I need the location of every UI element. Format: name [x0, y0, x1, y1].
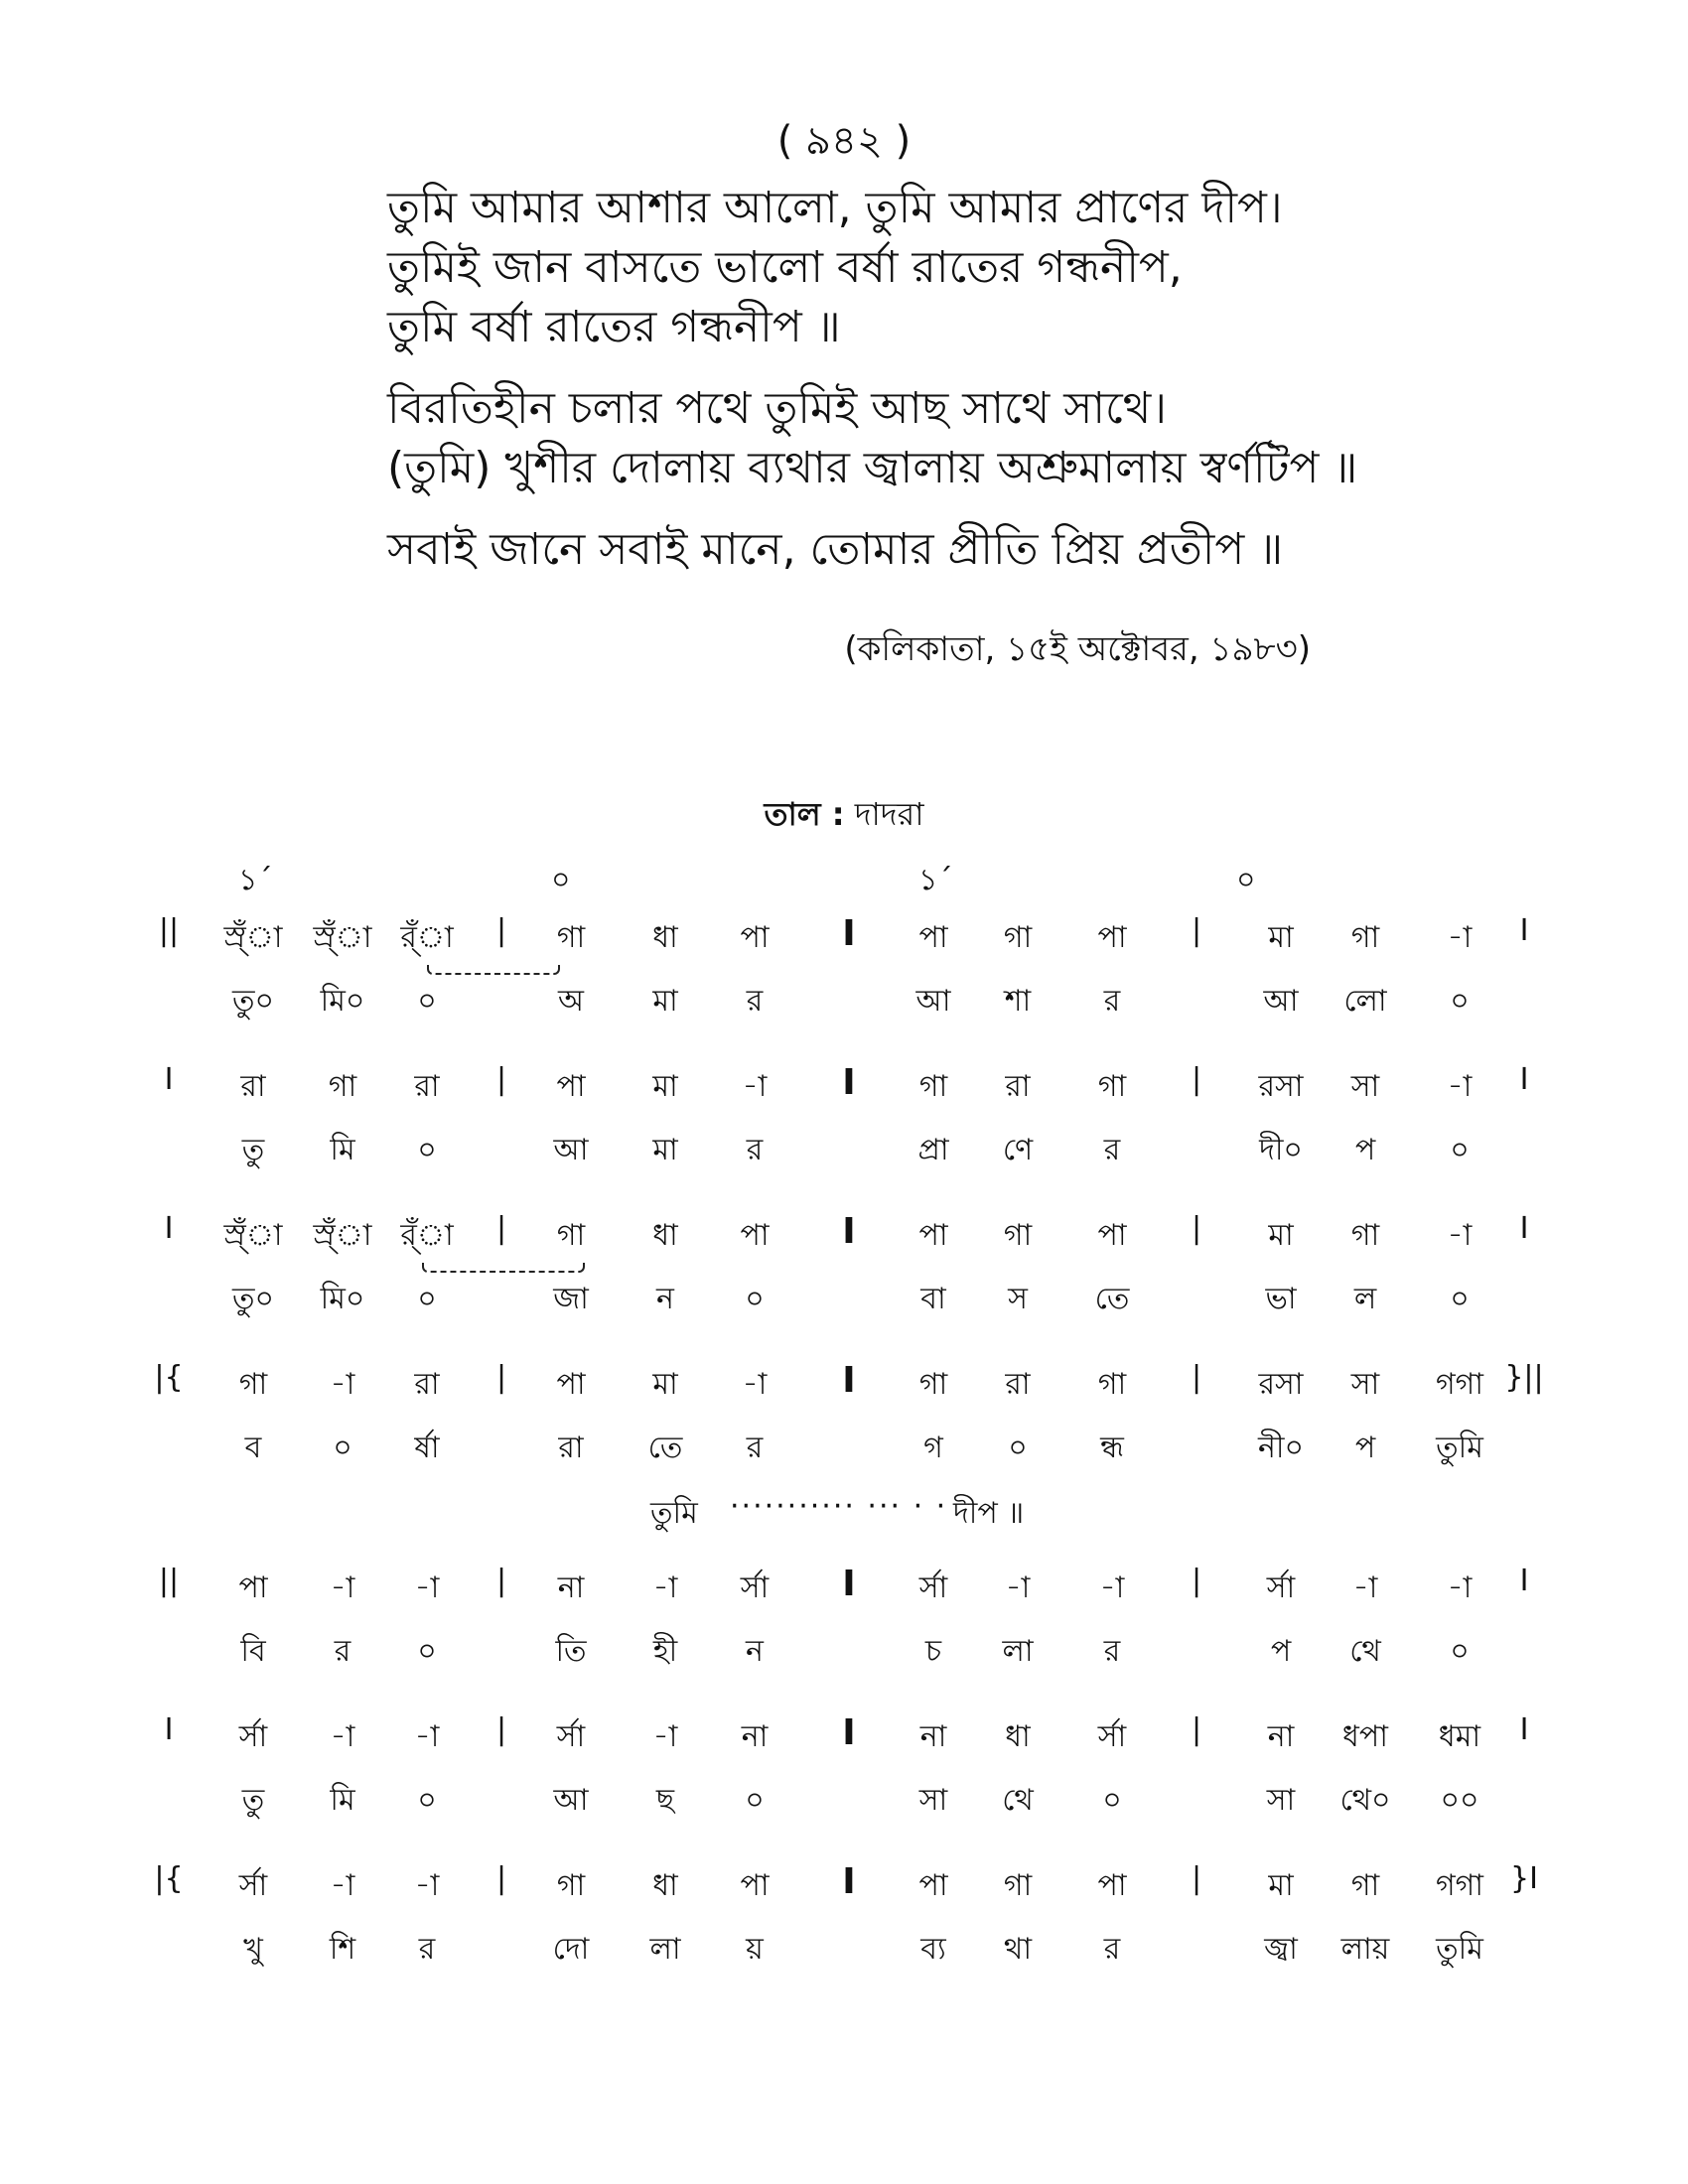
- swara-note: র্ঁা: [400, 920, 454, 955]
- syllable: র: [418, 1932, 436, 1967]
- syllable: তুমি: [1436, 1431, 1483, 1465]
- swara-note: -া: [1447, 920, 1473, 955]
- swara-note: গা: [556, 1868, 586, 1903]
- swara-note: স্র্ঁা: [223, 920, 283, 955]
- swara-note: গগা: [1435, 1868, 1484, 1903]
- bar-divider: I: [842, 1211, 856, 1252]
- swara-note: -া: [1352, 1570, 1378, 1605]
- swara-note: স্র্ঁা: [313, 920, 372, 955]
- bar-divider: |: [495, 1861, 507, 1896]
- swara-note: পা: [1097, 1868, 1127, 1903]
- swara-note: র্সা: [740, 1570, 770, 1605]
- swara-note: গা: [1097, 1367, 1127, 1402]
- notation-row: [0, 913, 1688, 1062]
- syllable: প্রা: [917, 1133, 949, 1167]
- refrain-line: [0, 1489, 1688, 1539]
- swara-line: [0, 1712, 1688, 1772]
- bar-divider: |: [1191, 1211, 1202, 1246]
- syllable: আ: [553, 1783, 589, 1818]
- syllable: হী: [652, 1634, 678, 1669]
- swara-note: না: [557, 1570, 585, 1605]
- swara-note: -া: [330, 1868, 355, 1903]
- syllable: চ: [924, 1634, 942, 1669]
- swara-note: সা: [1350, 1367, 1380, 1402]
- syllable: ভা: [1265, 1282, 1297, 1316]
- swara-note: -া: [414, 1868, 440, 1903]
- syllable: ন: [656, 1282, 674, 1316]
- swara-note: র্সা: [1266, 1570, 1296, 1605]
- swara-note: গা: [1350, 920, 1380, 955]
- swara-note: রসা: [1258, 1069, 1304, 1104]
- swara-note: গা: [918, 1069, 948, 1104]
- syllable: তু: [241, 1133, 265, 1167]
- syllable-line: [0, 1925, 1688, 1984]
- refrain-start: তুমি: [650, 1496, 698, 1531]
- swara-note: গা: [1350, 1218, 1380, 1253]
- notation-row: [0, 1564, 1688, 1712]
- syllable: মা: [652, 1133, 678, 1167]
- swara-note: পা: [740, 920, 770, 955]
- syllable: তে: [1094, 1282, 1130, 1316]
- bar-open: ||: [158, 913, 180, 948]
- bar-open: |{: [154, 1861, 184, 1896]
- swara-note: গা: [556, 1218, 586, 1253]
- syllable: আ: [915, 984, 951, 1019]
- swara-note: রা: [414, 1069, 440, 1104]
- swara-line: [0, 1211, 1688, 1271]
- syllable: ছ: [655, 1783, 675, 1818]
- bar-divider: I: [842, 1360, 856, 1401]
- bar-close: I: [1519, 1564, 1529, 1598]
- swara-note: রসা: [1258, 1367, 1304, 1402]
- swara-note: পা: [556, 1367, 586, 1402]
- bar-close: I: [1519, 1062, 1529, 1097]
- swara-note: পা: [740, 1868, 770, 1903]
- syllable: আ: [553, 1133, 589, 1167]
- bar-divider: |: [1191, 1564, 1202, 1598]
- syllable: য়: [746, 1932, 764, 1967]
- swara-note: রা: [1005, 1069, 1031, 1104]
- syllable: বা: [920, 1282, 946, 1316]
- notation-row: [0, 1360, 1688, 1509]
- beat-marker: ১´: [918, 863, 953, 897]
- swara-note: পা: [918, 1218, 948, 1253]
- syllable: র: [746, 1431, 764, 1465]
- swara-note: গগা: [1435, 1367, 1484, 1402]
- syllable-line: [0, 1275, 1688, 1334]
- syllable-line: [0, 977, 1688, 1036]
- syllable: অ: [558, 984, 584, 1019]
- bar-close: I: [1519, 1211, 1529, 1246]
- swara-note: গা: [1097, 1069, 1127, 1104]
- beat-marker: ০: [551, 863, 571, 897]
- lyric-line: বিরতিহীন চলার পথে তুমিই আছ সাথে সাথে।: [387, 383, 1167, 434]
- syllable: মি০: [320, 984, 365, 1019]
- syllable: ন: [746, 1634, 764, 1669]
- syllable: থা: [1003, 1932, 1033, 1967]
- swara-note: গা: [918, 1367, 948, 1402]
- bar-divider: I: [842, 913, 856, 954]
- swara-note: র্ঁা: [400, 1218, 454, 1253]
- syllable-line: [0, 1424, 1688, 1483]
- swara-note: -া: [1005, 1570, 1031, 1605]
- syllable: ন্ধ: [1100, 1431, 1124, 1465]
- swara-note: -া: [330, 1570, 355, 1605]
- swara-note: গা: [556, 920, 586, 955]
- tala-label: তাল :: [764, 795, 845, 833]
- syllable: লায়: [1340, 1932, 1390, 1967]
- bar-divider: |: [495, 1712, 507, 1747]
- swara-note: -া: [1447, 1069, 1473, 1104]
- syllable: ০: [417, 1133, 437, 1167]
- syllable: মি: [330, 1783, 355, 1818]
- swara-note: গা: [1003, 920, 1033, 955]
- syllable: জা: [553, 1282, 589, 1316]
- swara-note: পা: [918, 920, 948, 955]
- swara-note: গা: [238, 1367, 268, 1402]
- syllable: সা: [918, 1783, 948, 1818]
- syllable-line: [0, 1627, 1688, 1687]
- bar-open: ||: [158, 1564, 180, 1598]
- bar-divider: |: [1191, 913, 1202, 948]
- swara-note: র্সা: [238, 1719, 268, 1754]
- notation-row: [0, 1062, 1688, 1211]
- bar-divider: |: [495, 1211, 507, 1246]
- swara-note: গা: [328, 1069, 357, 1104]
- syllable: মি০: [320, 1282, 365, 1316]
- swara-note: ধা: [1005, 1719, 1031, 1754]
- swara-note: স্র্ঁা: [313, 1218, 372, 1253]
- syllable: ণে: [1002, 1133, 1034, 1167]
- syllable: ০: [1450, 984, 1470, 1019]
- syllable-line: [0, 1776, 1688, 1836]
- syllable: লো: [1343, 984, 1387, 1019]
- swara-note: গা: [1350, 1868, 1380, 1903]
- syllable: জ্বা: [1264, 1932, 1298, 1967]
- syllable: ০: [1102, 1783, 1122, 1818]
- swara-note: মা: [1268, 920, 1294, 955]
- swara-note: -া: [1099, 1570, 1125, 1605]
- bar-divider: I: [842, 1712, 856, 1753]
- syllable: ০: [333, 1431, 352, 1465]
- syllable: মি: [330, 1133, 355, 1167]
- syllable: তি: [555, 1634, 587, 1669]
- tala-heading: [0, 789, 1688, 843]
- bar-divider: |: [495, 913, 507, 948]
- syllable: দো: [552, 1932, 590, 1967]
- syllable: র: [1103, 984, 1121, 1019]
- syllable: তু০: [231, 1282, 275, 1316]
- syllable: সা: [1266, 1783, 1296, 1818]
- lyric-line: তুমি আমার আশার আলো, তুমি আমার প্রাণের দীপ।: [387, 183, 1283, 233]
- swara-note: পা: [740, 1218, 770, 1253]
- syllable: খু: [243, 1932, 263, 1967]
- swara-note: -া: [652, 1719, 678, 1754]
- swara-note: গা: [1003, 1218, 1033, 1253]
- syllable: র: [334, 1634, 352, 1669]
- syllable: ল: [1353, 1282, 1377, 1316]
- bar-divider: |: [495, 1360, 507, 1395]
- lyric-line: (তুমি) খুশীর দোলায় ব্যথার জ্বালায় অশ্রুমালায় স্বর্ণটিপ ॥: [387, 443, 1358, 493]
- syllable: প: [1354, 1431, 1376, 1465]
- syllable: নী০: [1258, 1431, 1304, 1465]
- swara-note: রা: [414, 1367, 440, 1402]
- swara-note: র্সা: [238, 1868, 268, 1903]
- swara-note: সা: [1350, 1069, 1380, 1104]
- syllable: ব: [244, 1431, 262, 1465]
- syllable: র: [746, 984, 764, 1019]
- swara-note: মা: [1268, 1868, 1294, 1903]
- swara-note: রা: [1005, 1367, 1031, 1402]
- bar-divider: |: [495, 1062, 507, 1097]
- syllable: ০: [745, 1282, 765, 1316]
- syllable: তু০: [231, 984, 275, 1019]
- swara-note: -া: [414, 1570, 440, 1605]
- syllable: প: [1354, 1133, 1376, 1167]
- bar-divider: I: [842, 1861, 856, 1902]
- swara-note: না: [741, 1719, 769, 1754]
- swara-note: -া: [330, 1719, 355, 1754]
- syllable: থে: [1002, 1783, 1034, 1818]
- bar-divider: I: [842, 1564, 856, 1604]
- swara-note: মা: [652, 1367, 678, 1402]
- swara-note: না: [919, 1719, 947, 1754]
- notation-row: [0, 1211, 1688, 1360]
- swara-note: মা: [1268, 1218, 1294, 1253]
- swara-line: [0, 1564, 1688, 1623]
- bar-close: I: [1519, 1712, 1529, 1747]
- syllable: ব্য: [920, 1932, 946, 1967]
- swara-note: ধা: [652, 1218, 678, 1253]
- swara-note: ধা: [652, 1868, 678, 1903]
- syllable: তু: [241, 1783, 265, 1818]
- composition-date: (কলিকাতা, ১৫ই অক্টোবর, ১৯৮৩): [844, 629, 1311, 669]
- swara-line: [0, 1360, 1688, 1420]
- swara-note: রা: [240, 1069, 266, 1104]
- swara-note: -া: [652, 1570, 678, 1605]
- syllable: তুমি: [1436, 1932, 1483, 1967]
- syllable: লা: [1002, 1634, 1034, 1669]
- syllable: থে: [1349, 1634, 1381, 1669]
- syllable-line: [0, 1126, 1688, 1185]
- syllable: স: [1008, 1282, 1028, 1316]
- bar-close: }I: [1510, 1861, 1538, 1896]
- swara-note: ধমা: [1438, 1719, 1481, 1754]
- swara-note: পা: [238, 1570, 268, 1605]
- bar-open: I: [164, 1211, 174, 1246]
- syllable: গ: [923, 1431, 943, 1465]
- swara-note: গা: [1003, 1868, 1033, 1903]
- syllable: মা: [652, 984, 678, 1019]
- syllable: ০: [417, 1282, 437, 1316]
- syllable: ০: [417, 1783, 437, 1818]
- syllable: আ: [1263, 984, 1299, 1019]
- syllable: বি: [240, 1634, 266, 1669]
- swara-note: -া: [742, 1367, 768, 1402]
- syllable: ০: [417, 1634, 437, 1669]
- bar-divider: |: [1191, 1360, 1202, 1395]
- syllable: থে০: [1339, 1783, 1391, 1818]
- notation-row: [0, 1712, 1688, 1861]
- syllable: র: [1103, 1932, 1121, 1967]
- swara-note: -া: [1447, 1218, 1473, 1253]
- syllable: শি: [329, 1932, 356, 1967]
- syllable: শা: [1004, 984, 1032, 1019]
- syllable: র: [1103, 1133, 1121, 1167]
- swara-note: -া: [414, 1719, 440, 1754]
- swara-note: ধা: [652, 920, 678, 955]
- syllable: ০: [1008, 1431, 1028, 1465]
- swara-note: পা: [556, 1069, 586, 1104]
- syllable: ০: [1450, 1133, 1470, 1167]
- syllable: প: [1270, 1634, 1292, 1669]
- bar-divider: |: [1191, 1861, 1202, 1896]
- lyric-line: সবাই জানে সবাই মানে, তোমার প্রীতি প্রিয় প্রতীপ ॥: [387, 524, 1284, 575]
- syllable: র: [1103, 1634, 1121, 1669]
- swara-note: র্সা: [1097, 1719, 1127, 1754]
- syllable: র: [746, 1133, 764, 1167]
- syllable: লা: [649, 1932, 681, 1967]
- beat-marker: ০: [1236, 863, 1256, 897]
- swara-note: পা: [1097, 1218, 1127, 1253]
- lyric-line: তুমিই জান বাসতে ভালো বর্ষা রাতের গন্ধনীপ,: [387, 242, 1183, 293]
- syllable: দী০: [1259, 1133, 1303, 1167]
- syllable: তে: [647, 1431, 683, 1465]
- syllable: রা: [558, 1431, 584, 1465]
- beat-marker: ১´: [238, 863, 273, 897]
- swara-note: না: [1267, 1719, 1295, 1754]
- bar-open: I: [164, 1712, 174, 1747]
- swara-note: পা: [1097, 920, 1127, 955]
- bar-divider: I: [842, 1062, 856, 1103]
- swara-note: মা: [652, 1069, 678, 1104]
- syllable: ০: [417, 984, 437, 1019]
- page-number: ( ৯৪২ ): [776, 118, 912, 164]
- lyrics-block: [387, 179, 1628, 580]
- bar-open: I: [164, 1062, 174, 1097]
- swara-line: [0, 1062, 1688, 1122]
- swara-note: র্সা: [918, 1570, 948, 1605]
- swara-note: -া: [1447, 1570, 1473, 1605]
- swara-note: -া: [330, 1367, 355, 1402]
- swara-note: র্সা: [556, 1719, 586, 1754]
- beat-markers: [0, 856, 1688, 895]
- swara-line: [0, 913, 1688, 973]
- bar-divider: |: [495, 1564, 507, 1598]
- swara-note: -া: [742, 1069, 768, 1104]
- syllable: ০: [745, 1783, 765, 1818]
- refrain-dots: ··········· ··· · ·: [730, 1489, 948, 1524]
- syllable: ০: [1450, 1282, 1470, 1316]
- swara-note: স্র্ঁা: [223, 1218, 283, 1253]
- swara-line: [0, 1861, 1688, 1921]
- syllable: ০০: [1440, 1783, 1479, 1818]
- bar-close: I: [1519, 913, 1529, 948]
- bar-close: }||: [1504, 1360, 1544, 1395]
- refrain-end: দীপ ॥: [953, 1496, 1025, 1531]
- lyric-line: তুমি বর্ষা রাতের গন্ধনীপ ॥: [387, 302, 841, 352]
- syllable: ০: [1450, 1634, 1470, 1669]
- syllable: র্ষা: [414, 1431, 440, 1465]
- bar-divider: |: [1191, 1712, 1202, 1747]
- swara-note: ধপা: [1342, 1719, 1388, 1754]
- bar-open: |{: [154, 1360, 184, 1395]
- tala-name: দাদরা: [854, 795, 924, 833]
- notation-row: [0, 1861, 1688, 2010]
- bar-divider: |: [1191, 1062, 1202, 1097]
- swara-note: পা: [918, 1868, 948, 1903]
